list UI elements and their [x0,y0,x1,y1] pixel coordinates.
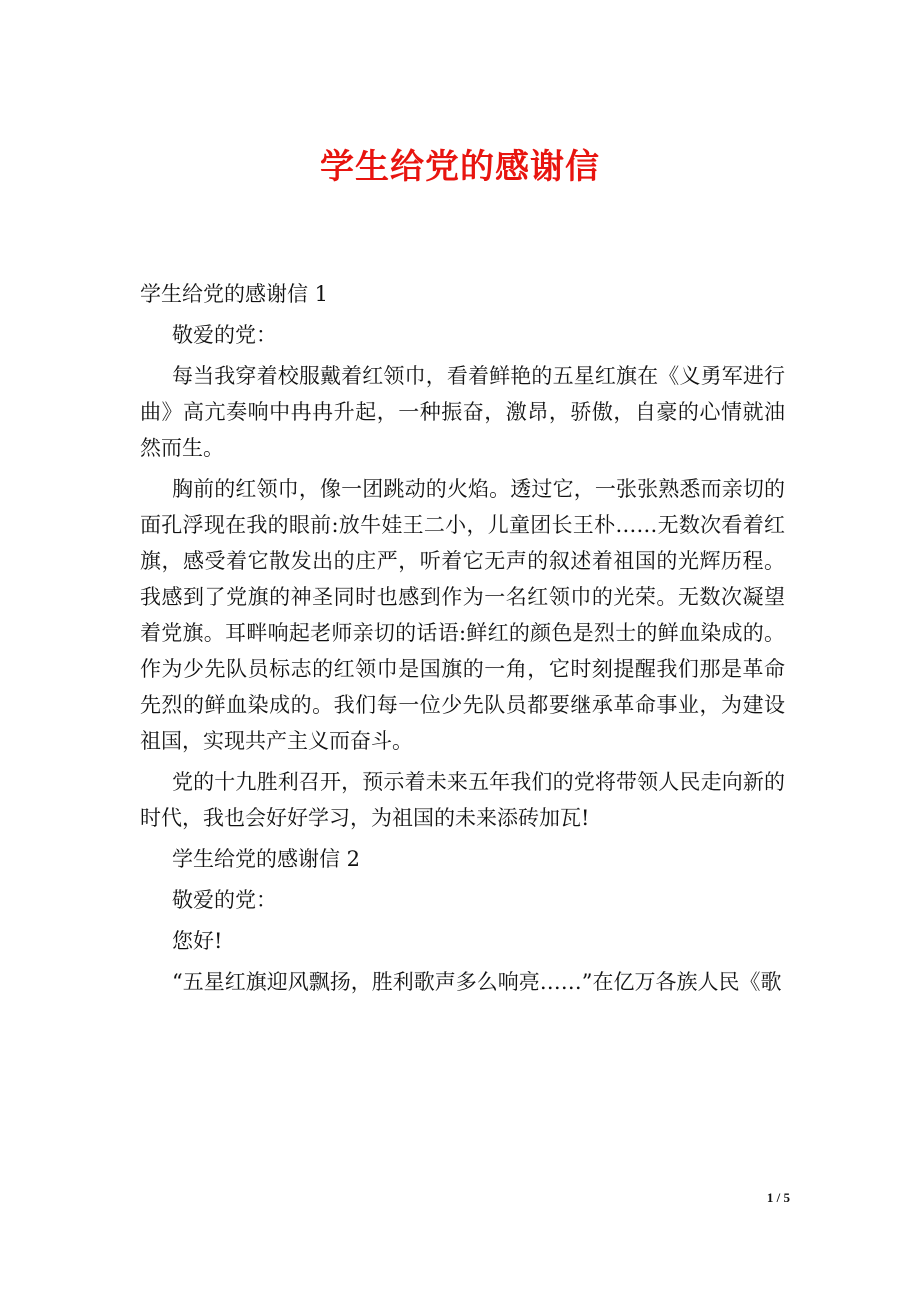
section-heading-2: 学生给党的感谢信 2 [172,847,361,871]
page-number: 1 / 5 [766,1190,790,1205]
paragraph: 党的十九胜利召开，预示着未来五年我们的党将带领人民走向新的时代，我也会好好学习，为祖国的未来添砖加瓦! [140,770,785,830]
salutation-2: 敬爱的党： [172,888,277,912]
document-title: 学生给党的感谢信 [320,147,600,187]
document-body [140,276,785,1005]
greeting: 您好! [172,929,223,953]
section-heading-1: 学生给党的感谢信 1 [140,282,329,306]
paragraph: “五星红旗迎风飘扬，胜利歌声多么响亮……”在亿万各族人民《歌 [172,970,782,994]
paragraph: 每当我穿着校服戴着红领巾，看着鲜艳的五星红旗在《义勇军进行曲》高亢奏响中冉冉升起，一种振奋，激昂，骄傲，自豪的心情就油然而生。 [140,364,785,460]
paragraph: 胸前的红领巾，像一团跳动的火焰。透过它，一张张熟悉而亲切的面孔浮现在我的眼前:放牛娃王二小，儿童团长王朴……无数次看着红旗，感受着它散发出的庄严，听着它无声的叙述着祖国的光辉历程。我感到了党旗的神圣同时也感到作为一名红领巾的光荣。无数次凝望着党旗。耳畔响起老师亲切的话语:鲜红的颜色是烈士的鲜血染成的。作为少先队员标志的红领巾是国旗的一角，它时刻提醒我们那是革命先烈的鲜血染成的。我们每一位少先队员都要继承革命事业，为建设祖国，实现共产主义而奋斗。 [140,477,785,753]
salutation-1: 敬爱的党： [172,323,277,347]
